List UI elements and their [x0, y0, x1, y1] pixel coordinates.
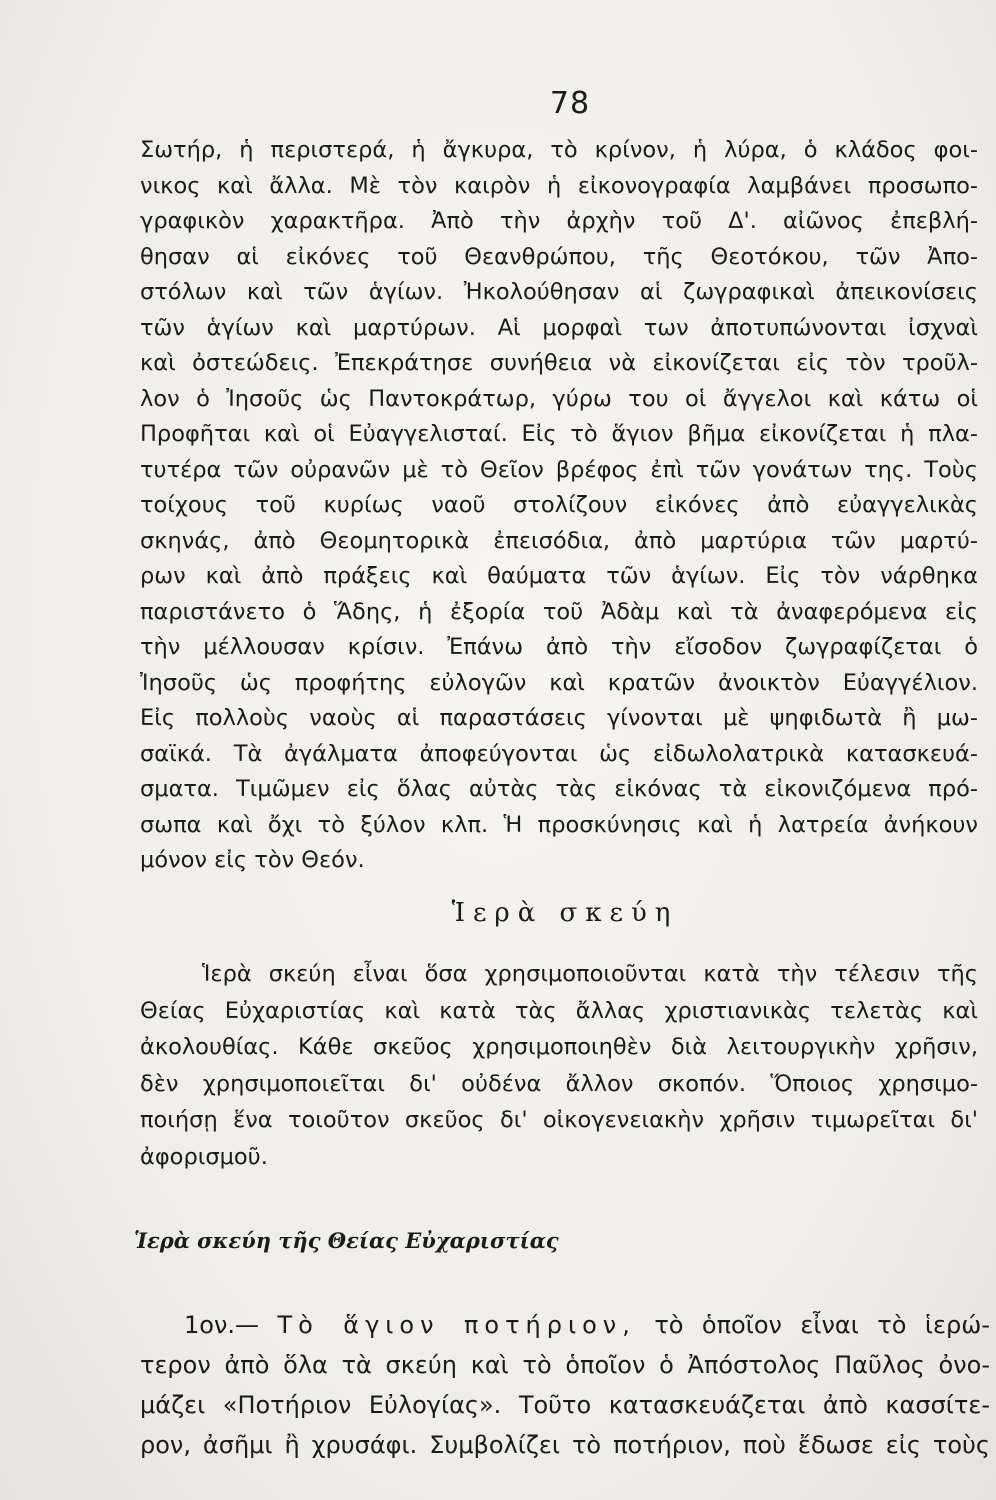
- text-line: ποιήσῃ ἕνα τοιοῦτον σκεῦος δι' οἰκογενειακὴν χρῆσιν τιμωρεῖται δι': [140, 1107, 978, 1133]
- text-line: καὶ ὀστεώδεις. Ἐπεκράτησε συνήθεια νὰ εἰκονίζεται εἰς τὸν τροῦλ-: [140, 350, 978, 376]
- text-line: στόλων καὶ τῶν ἁγίων. Ἠκολούθησαν αἱ ζωγραφικαὶ ἀπεικονίσεις: [140, 279, 978, 305]
- item-number: 1ον.—: [184, 1311, 259, 1339]
- text-line: τυτέρα τῶν οὐρανῶν μὲ τὸ Θεῖον βρέφος ἐπὶ τῶν γονάτων της. Τοὺς: [140, 456, 978, 483]
- text-line: τῶν ἁγίων καὶ μαρτύρων. Αἱ μορφαὶ των ἀποτυπώνονται ἰσχναὶ: [140, 314, 978, 341]
- text-line: Εἰς πολλοὺς ναοὺς αἱ παραστάσεις γίνονται μὲ ψηφιδωτὰ ἢ μω-: [140, 705, 978, 731]
- text-line: θησαν αἱ εἰκόνες τοῦ Θεανθρώπου, τῆς Θεοτόκου, τῶν Ἀπο-: [140, 243, 978, 270]
- text-line: γραφικὸν χαρακτῆρα. Ἀπὸ τὴν ἀρχὴν τοῦ Δ'. αἰῶνος ἐπεβλή-: [140, 208, 978, 234]
- text-line: λον ὁ Ἰησοῦς ὡς Παντοκράτωρ, γύρω του οἱ ἄγγελοι καὶ κάτω οἱ: [140, 385, 978, 412]
- subheading-eucharist-vessels: Ἱερὰ σκεύη τῆς Θείας Εὐχαριστίας: [134, 1228, 559, 1253]
- text-line: Σωτήρ, ἡ περιστερά, ἡ ἄγκυρα, τὸ κρίνον, ἡ λύρα, ὁ κλάδος φοι-: [140, 137, 978, 163]
- text-line: τερον ἀπὸ ὅλα τὰ σκεύη καὶ τὸ ὁποῖον ὁ Ἀπόστολος Παῦλος ὀνο-: [140, 1351, 990, 1379]
- text-line: μάζει «Ποτήριον Εὐλογίας». Τοῦτο κατασκευάζεται ἀπὸ κασσίτε-: [140, 1391, 990, 1419]
- section-heading-sacred-vessels: Ἱερὰ σκεύη: [451, 898, 679, 928]
- text-line: δὲν χρησιμοποιεῖται δι' οὐδένα ἄλλον σκοπόν. Ὅποιος χρησιμο-: [140, 1070, 978, 1097]
- text-line-lead: [140, 1305, 990, 1345]
- paragraph-icons-history: [140, 133, 978, 879]
- text-line: ρον, ἀσῆμι ἢ χρυσάφι. Συμβολίζει τὸ ποτήριον, ποὺ ἔδωσε εἰς τοὺς: [140, 1431, 990, 1459]
- text-line: σωπα καὶ ὄχι τὸ ξύλον κλπ. Ἡ προσκύνησις καὶ ἡ λατρεία ἀνήκουν: [140, 811, 978, 838]
- text-line: Ἱερὰ σκεύη εἶναι ὅσα χρησιμοποιοῦνται κατὰ τὴν τέλεσιν τῆς: [202, 961, 978, 987]
- text-line: ρων καὶ ἀπὸ πράξεις καὶ θαύματα τῶν ἁγίων. Εἰς τὸν νάρθηκα: [140, 563, 978, 589]
- text-line: παριστάνετο ὁ Ἅδης, ἡ ἐξορία τοῦ Ἀδὰμ καὶ τὰ ἀναφερόμενα εἰς: [140, 598, 978, 625]
- text-line: ἀφορισμοῦ.: [140, 1143, 268, 1170]
- paragraph-sacred-vessels: [140, 956, 978, 1175]
- text-line: Θείας Εὐχαριστίας καὶ κατὰ τὰς ἄλλας χριστιανικὰς τελετὰς καὶ: [140, 997, 978, 1024]
- text-line: σκηνάς, ἀπὸ Θεομητορικὰ ἐπεισόδια, ἀπὸ μαρτύρια τῶν μαρτύ-: [140, 527, 978, 554]
- text-line: τοίχους τοῦ κυρίως ναοῦ στολίζουν εἰκόνες ἀπὸ εὐαγγελικὰς: [140, 492, 978, 518]
- text-line: σματα. Τιμῶμεν εἰς ὅλας αὐτὰς τὰς εἰκόνας τὰ εἰκονιζόμενα πρό-: [140, 776, 978, 802]
- text-fragment: τὸ ὁποῖον εἶναι τὸ ἱερώ-: [654, 1311, 990, 1339]
- text-line: ἀκολουθίας. Κάθε σκεῦος χρησιμοποιηθὲν διὰ λειτουργικὴν χρῆσιν,: [140, 1034, 978, 1060]
- text-line: Ἰησοῦς ὡς προφήτης εὐλογῶν καὶ κρατῶν ἀνοικτὸν Εὐαγγέλιον.: [140, 669, 978, 696]
- text-line: τὴν μέλλουσαν κρίσιν. Ἐπάνω ἀπὸ τὴν εἴσοδον ζωγραφίζεται ὁ: [140, 634, 978, 660]
- text-line: Προφῆται καὶ οἱ Εὐαγγελισταί. Εἰς τὸ ἅγιον βῆμα εἰκονίζεται ἡ πλα-: [140, 421, 978, 447]
- paragraph-holy-chalice: [140, 1305, 990, 1465]
- text-line: νικος καὶ ἄλλα. Μὲ τὸν καιρὸν ἡ εἰκονογραφία λαμβάνει προσωπο-: [140, 172, 978, 199]
- spaced-term: Τὸ ἅγιον ποτήριον,: [277, 1311, 636, 1339]
- text-line: μόνον εἰς τὸν Θεόν.: [140, 847, 365, 873]
- text-line: σαϊκά. Τὰ ἀγάλματα ἀποφεύγονται ὡς εἰδωλολατρικὰ κατασκευά-: [140, 740, 978, 767]
- page-number: 78: [549, 86, 591, 121]
